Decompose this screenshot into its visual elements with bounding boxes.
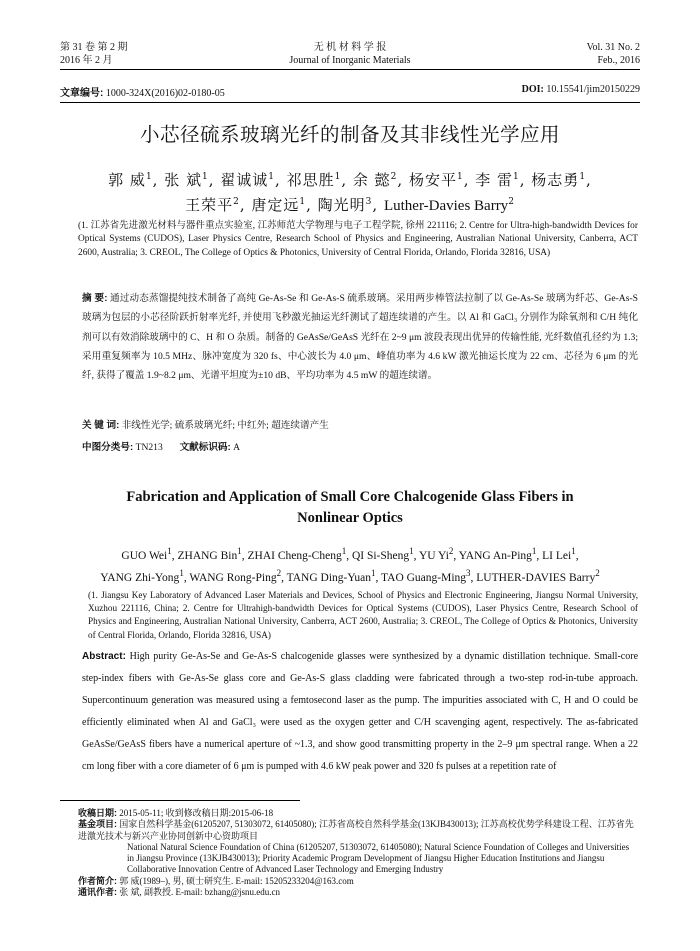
author-name: ZHAI Cheng-Cheng xyxy=(247,549,342,562)
received-value: 2015-05-11; 收到修改稿日期:2015-06-18 xyxy=(119,808,274,818)
abstract-text-en: High purity Ge-As-Se and Ge-As-S chalcogenide glasses were synthesized by a dynamic distillation technique. Small-core step-index fibers with Ge-As-Se glass core and Ge-As-S glass cladding were fabricated through a two-step rod-in-tube approach. Supercontinuum generation was measured using a femtosecond laser as the pump. The impurities associated with C, H and O could be efficiently eliminated when Al and GaCl₃ were used as the oxygen getter and C/H scavenging agent, respectively. The as-fabricated GeAsSe/GeAsS fibers have a numerical aperture of ~1.3, and show good transmitting property in the 2–9 μm spectral range. When a 22 cm long fiber with a core diameter of 6 μm is pumped with 4.6 kW peak power and 320 fs pulses at a repetition rate of xyxy=(82,651,639,772)
english-abstract xyxy=(82,646,638,777)
received-date xyxy=(78,808,638,819)
author-name: YU Yi xyxy=(418,549,449,562)
received-label: 收稿日期: xyxy=(78,808,117,818)
author-name: LUTHER-DAVIES Barry xyxy=(476,571,596,584)
english-authors-line-2: YANG Zhi-Yong$^1$, WANG Rong-Ping$^2$, TANG Ding-Yuan$^1$, TAO Guang-Ming$^3$, LUTHER-DAVIES Barry$^2$ xyxy=(100,567,600,584)
chinese-authors-line-2: 王荣平$^2$, 唐定远$^1$, 陶光明$^3$, Luther-Davies Barry$^2$ xyxy=(185,196,515,214)
classification-line xyxy=(82,438,638,457)
chinese-authors-line-1: 郭 威$^1$, 张 斌$^1$, 翟诚诚$^1$, 祁思胜$^1$, 余 懿$^2$, 杨安平$^1$, 李 雷$^1$, 杨志勇$^1$, xyxy=(108,171,592,189)
article-id xyxy=(60,84,225,99)
article-id-value: 1000-324X(2016)02-0180-05 xyxy=(105,88,225,99)
chinese-authors xyxy=(60,166,640,217)
date-en: Feb., 2016 xyxy=(597,55,640,66)
author-name: 唐定远 xyxy=(251,196,300,214)
doi-label: DOI: xyxy=(521,84,544,95)
chinese-keywords xyxy=(82,416,638,435)
funding-en: National Natural Science Foundation of China (61205207, 51303072, 61405080); Natural Science Foundation of Colleges and Universities in Jiangsu Province (13KJB430013); Priority Academic Program Development of Jiangsu Higher Education Institutions and Jiangsu Collaborative Innovation Centre of Advanced Laser Technology and Emerging Industry xyxy=(127,841,630,875)
funding-label: 基金项目: xyxy=(78,819,117,830)
doc-code-label: 文献标识码: xyxy=(179,442,231,453)
author-name: 王荣平 xyxy=(185,196,234,214)
keywords-cn: 非线性光学; 硫系玻璃光纤; 中红外; 超连续谱产生 xyxy=(121,420,329,431)
corresponding-value: 张 斌, 副教授. E-mail: bzhang@jsnu.edu.cn xyxy=(119,887,281,898)
author-name: 祁思胜 xyxy=(286,171,335,189)
author-name: 陶光明 xyxy=(317,196,366,214)
author-name: TANG Ding-Yuan xyxy=(286,571,371,584)
volume-cn: 第 31 卷 第 2 期 xyxy=(60,42,128,53)
clc-value: TN213 xyxy=(135,442,163,453)
chinese-title: 小芯径硫系玻璃光纤的制备及其非线性光学应用 xyxy=(139,123,560,146)
author-name: ZHANG Bin xyxy=(177,549,238,562)
author-name: TAO Guang-Ming xyxy=(381,571,467,584)
english-authors xyxy=(60,543,640,587)
abstract-label-en: Abstract: xyxy=(82,651,126,662)
running-header-left xyxy=(60,41,128,67)
header-divider xyxy=(60,69,640,70)
running-header-right xyxy=(587,41,640,67)
corresponding-label: 通讯作者: xyxy=(78,887,117,898)
author-name: WANG Rong-Ping xyxy=(189,571,277,584)
running-header-center xyxy=(200,41,500,67)
abstract-label-cn: 摘 要: xyxy=(82,293,108,304)
english-authors-line-1: GUO Wei$^1$, ZHANG Bin$^1$, ZHAI Cheng-Cheng$^1$, QI Si-Sheng$^1$, YU Yi$^2$, YANG An-Ping$^1$, LI Lei$^1$, xyxy=(121,546,579,562)
english-title xyxy=(60,487,640,529)
doi-value: 10.15541/jim20150229 xyxy=(546,84,640,95)
author-name: 李 雷 xyxy=(475,171,514,189)
author-name: 余 懿 xyxy=(352,171,391,189)
author-name: LI Lei xyxy=(542,549,572,562)
clc-label: 中图分类号: xyxy=(82,442,134,453)
volume-en: Vol. 31 No. 2 xyxy=(586,42,640,53)
chinese-abstract xyxy=(82,289,638,385)
english-title-line-2: Nonlinear Optics xyxy=(297,510,403,526)
abstract-text-cn: 通过动态蒸馏提纯技术制备了高纯 Ge-As-Se 和 Ge-As-S 硫系玻璃。采用两步棒管法拉制了以 Ge-As-Se 玻璃为纤芯、Ge-As-S 玻璃为包层的小芯径阶跃折射率光纤, 并使用飞秒激光抽运光纤测试了超连续谱的产生。以 Al 和 GaCl₃ 分别作为除氧剂和 C/H 纯化剂可以有效消除玻璃中的 C、H 和 O 杂质。制备的 GeAsSe/GeAsS 光纤在 2~9 μm 波段表现出优异的传输性能, 光纤数值孔径约为 1.3; 采用重复频率为 10.5 MHz、脉冲宽度为 320 fs、中心波长为 4.0 μm、峰值功率为 4.6 kW 激光抽运长度为 22 cm、芯径为 6 μm 的光纤, 获得了覆盖 1.9~8.2 μm、光谱平坦度为±10 dB、平均功率为 4.5 mW 的超连续谱。 xyxy=(82,293,638,382)
doi xyxy=(522,84,640,95)
author-name: 杨安平 xyxy=(408,171,457,189)
author-name: YANG An-Ping xyxy=(458,549,532,562)
article-id-label: 文章编号: xyxy=(60,88,104,99)
author-name: 张 斌 xyxy=(164,171,202,189)
funding xyxy=(78,819,638,875)
author-name: YANG Zhi-Yong xyxy=(100,571,180,584)
author-name: 郭 威 xyxy=(108,171,146,189)
chinese-affiliation: (1. 江苏省先进激光材料与器件重点实验室, 江苏师范大学物理与电子工程学院, 徐州 221116; 2. Centre for Ultra-high-bandwidth Devices for Optical Systems (CUDOS), Laser Physics Centre, Research School of Physics and Engineering, Australian National University, Canberra, ACT 2600, Australia; 3. CREOL, The College of Optics & Photonics, University of Central Florida, Orlando, Florida 32816, USA) xyxy=(78,221,638,258)
corresponding-author xyxy=(78,887,638,898)
keywords-label-cn: 关 键 词: xyxy=(82,420,120,431)
author-bio-value: 郭 威(1989–), 男, 硕士研究生. E-mail: 15205233204@163.com xyxy=(119,875,354,886)
funding-cn: 国家自然科学基金(61205207, 51303072, 61405080); 江苏省高校自然科学基金(13KJB430013); 江苏高校优势学科建设工程、江苏省先进激光技术与新兴产业协同创新中心资助项目 xyxy=(78,819,634,841)
english-title-line-1: Fabrication and Application of Small Core Chalcogenide Glass Fibers in xyxy=(126,489,574,505)
author-name: 翟诚诚 xyxy=(220,171,269,189)
english-affiliation: (1. Jiangsu Key Laboratory of Advanced Laser Materials and Devices, School of Physics and Electronic Engineering, Jiangsu Normal University, Xuzhou 221116, China; 2. Centre for Ultrahigh-bandwidth Devices for Optical Systems (CUDOS), Laser Physics Centre, Research School of Physics and Engineering, Australian National University, Canberra, ACT 2600, Australia; 3. CREOL, The College of Optics & Photonics, University of Central Florida, Orlando, Florida 32816, USA) xyxy=(88,590,638,640)
author-name: Luther-Davies Barry xyxy=(383,198,509,214)
footnote-divider xyxy=(60,800,300,801)
author-name: 杨志勇 xyxy=(531,171,580,189)
journal-name-cn: 无 机 材 料 学 报 xyxy=(313,42,387,53)
author-bio xyxy=(78,876,638,887)
journal-name-en: Journal of Inorganic Materials xyxy=(289,55,411,66)
date-cn: 2016 年 2 月 xyxy=(60,55,113,66)
author-name: GUO Wei xyxy=(121,549,168,562)
author-bio-label: 作者简介: xyxy=(78,875,117,886)
footnotes xyxy=(78,808,638,898)
doc-code-value: A xyxy=(233,442,241,453)
author-name: QI Si-Sheng xyxy=(351,549,410,562)
doi-divider xyxy=(60,102,640,103)
